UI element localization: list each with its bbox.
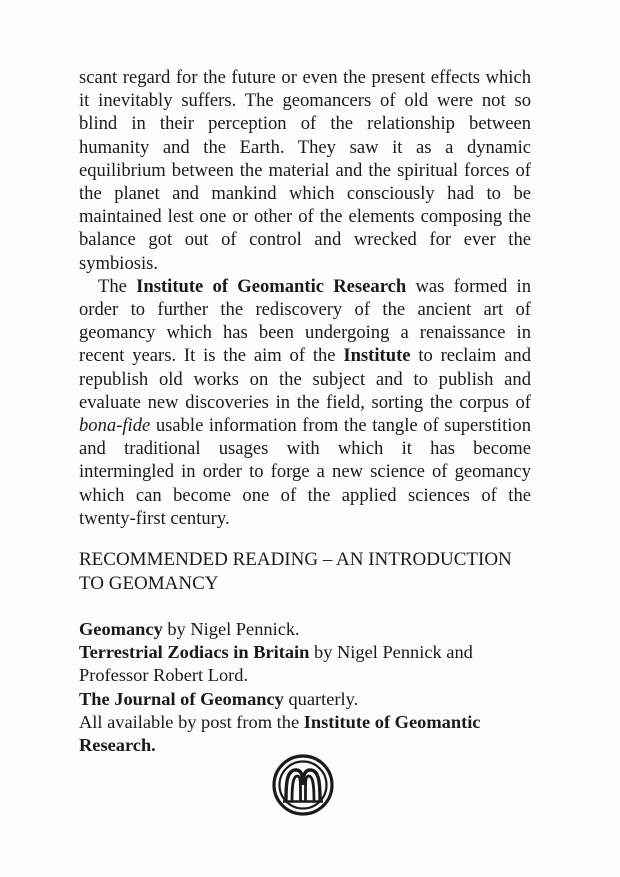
institute-paragraph-part4: usable information from the tangle of superstition and traditional usages with which it has become intermingled in order to forge a new science of geomancy which can become one of the applied sciences of the twenty-first century. — [79, 415, 531, 529]
reading-item-journal — [79, 688, 549, 711]
bona-fide-italic: bona-fide — [79, 415, 151, 437]
institute-paragraph — [79, 275, 531, 530]
reading-item-terrestrial-zodiacs — [79, 641, 549, 664]
reading-item-3-frequency: quarterly. — [283, 688, 359, 709]
heading-line-1: RECOMMENDED READING – AN INTRODUCTION — [79, 549, 512, 570]
reading-list — [79, 618, 549, 757]
institute-paragraph-part2: was formed in order to further the rediscovery of the ancient art of geomancy which has been undergoing a renaissance in recent years. It is the aim of the — [79, 275, 532, 367]
body-text — [79, 66, 531, 530]
reading-item-1-author: by Nigel Pennick. — [162, 619, 300, 639]
institute-paragraph-part3: to reclaim and republish old works on the subject and to publish and evaluate new discoveries in the field, sorting the corpus of — [79, 345, 532, 413]
reading-item-2-title: Terrestrial Zodiacs in Britain — [79, 642, 310, 663]
availability-text: All available by post from the — [79, 711, 304, 732]
availability-research-bold: Research. — [79, 735, 156, 756]
institute-paragraph-part1: The — [98, 275, 137, 297]
reading-item-2-author: by Nigel Pennick and — [309, 642, 473, 663]
intro-paragraph-text: scant regard for the future or even the present effects which it inevitably suffers. The geomancers of old were not so blind in their perception of the relationship between humanity and the Earth. They saw it as a dynamic equilibrium between the material and the spiritual forces of the planet and mankind which consciously had to be maintained lest one or other of the elements composing the balance got out of control and wrecked for ever the symbiosis. — [79, 67, 531, 274]
reading-item-geomancy — [79, 618, 549, 641]
institute-name-bold: Institute of Geomantic Research — [136, 275, 407, 297]
availability-note — [79, 711, 549, 734]
geomantic-symbol-icon — [272, 754, 334, 816]
intro-paragraph — [79, 66, 531, 275]
recommended-reading-heading — [79, 548, 559, 596]
availability-institute-bold: Institute of Geomantic — [303, 711, 481, 732]
institute-short-bold: Institute — [343, 345, 411, 367]
reading-item-3-title: The Journal of Geomancy — [79, 688, 284, 709]
reading-item-2-continuation: Professor Robert Lord. — [79, 665, 249, 686]
heading-line-2: TO GEOMANCY — [79, 573, 219, 594]
reading-item-1-title: Geomancy — [79, 619, 163, 639]
